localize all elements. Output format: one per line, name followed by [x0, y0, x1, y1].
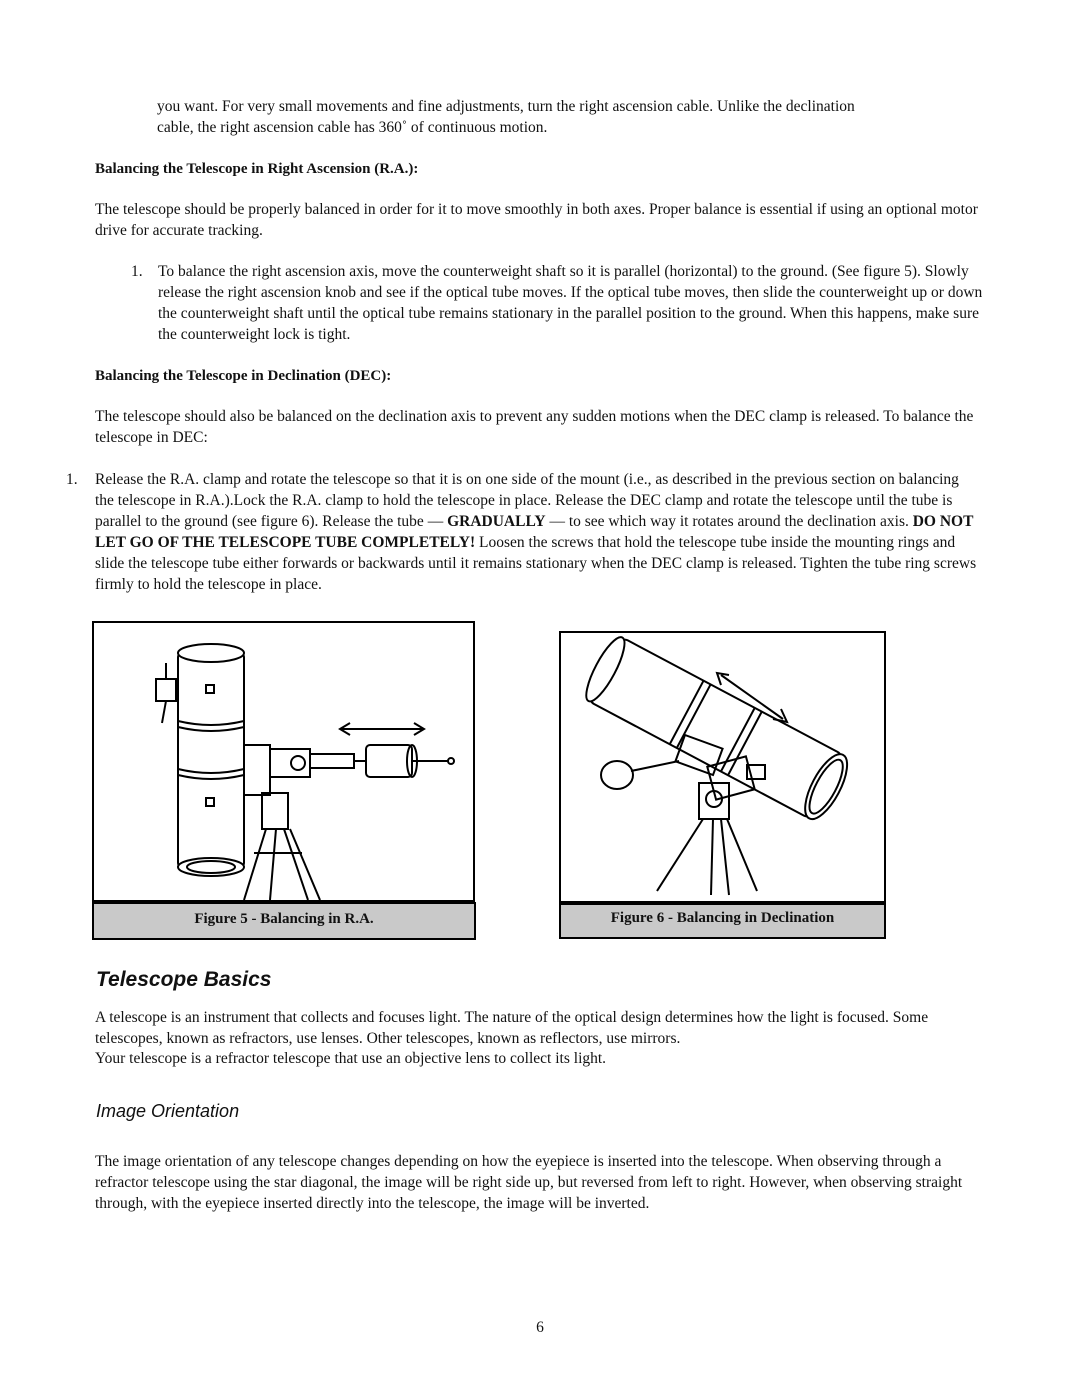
figure-6-caption-box — [559, 903, 886, 939]
ra-heading: Balancing the Telescope in Right Ascension (R.A.): — [95, 161, 419, 177]
orientation-paragraph: The image orientation of any telescope changes depending on how the eyepiece is inserted into the telescope. When observing through a refractor telescope using the star diagonal, the image will be right side up, but reversed from left to right. However, when observing straight through, with the eyepiece inserted directly into the telescope, the image will be inverted. — [95, 1153, 963, 1212]
figure-6-illustration — [561, 633, 884, 901]
ra-list-item — [131, 261, 987, 345]
ra-list-number: 1. — [131, 263, 143, 280]
warning-text: DO NOT LET GO OF THE TELESCOPE TUBE COMPLETELY! — [95, 513, 974, 551]
dec-paragraph: The telescope should also be balanced on the declination axis to prevent any sudden motions when the DEC clamp is released. To balance the telescope in DEC: — [95, 408, 974, 446]
section-title-orientation: Image Orientation — [96, 1101, 240, 1121]
emphasis-gradually: GRADUALLY — [447, 513, 546, 530]
dec-heading: Balancing the Telescope in Declination (DEC): — [95, 368, 392, 384]
figure-5-frame — [92, 621, 475, 902]
figure-5-caption: Figure 5 - Balancing in R.A. — [194, 911, 374, 927]
ra-list-text: To balance the right ascension axis, move the counterweight shaft so it is parallel (horizontal) to the ground. (See figure 5). Slowly release the right ascension knob and see if the optical tube moves. If the optical tube moves, then slide the counterweight up or down the counterweight shaft until the optical tube remains stationary in the parallel position to the ground. When this happens, make sure the counterweight lock is tight. — [158, 263, 983, 343]
basics-paragraph-1: A telescope is an instrument that collects and focuses light. The nature of the optical design determines how the light is focused. Some telescopes, known as refractors, use lenses. Other telescopes, known as reflectors, use mirrors. — [95, 1009, 929, 1047]
basics-paragraph-2: Your telescope is a refractor telescope that use an objective lens to collect its light. — [95, 1050, 607, 1067]
figure-5-caption-box — [92, 902, 476, 940]
figure-6-caption: Figure 6 - Balancing in Declination — [610, 910, 835, 926]
ra-paragraph: The telescope should be properly balanced in order for it to move smoothly in both axes. Proper balance is essential if using an optional motor drive for accurate tracking. — [95, 201, 978, 239]
intro-line-2: cable, the right ascension cable has 360˚ of continuous motion. — [157, 119, 548, 136]
figure-6-frame — [559, 631, 886, 903]
dec-list-item — [66, 469, 978, 595]
figure-5-illustration — [94, 623, 473, 900]
page-number: 6 — [536, 1319, 544, 1336]
intro-line-1: you want. For very small movements and fine adjustments, turn the right ascension cable. Unlike the declination — [157, 98, 855, 115]
dec-list-text: Release the R.A. clamp and rotate the telescope so that it is on one side of the mount (i.e., as described in the previous section on balancing the telescope in R.A.).Lock the R.A. clamp to hold the telescope in place. Release the DEC clamp and rotate the telescope until the tube is parallel to the ground (see figure 6). Release the tube — GRADUALLY — to see which way it rotates around the declination axis. DO NOT LET GO OF THE TELESCOPE TUBE COMPLETELY! Loosen the screws that hold the telescope tube inside the mounting rings and slide the telescope tube either forwards or backwards until it remains stationary when the DEC clamp is released. Tighten the tube ring screws firmly to hold the telescope in place. — [95, 471, 977, 593]
dec-list-number: 1. — [66, 471, 78, 488]
section-title-basics: Telescope Basics — [96, 968, 272, 991]
intro-paragraph — [157, 96, 987, 138]
